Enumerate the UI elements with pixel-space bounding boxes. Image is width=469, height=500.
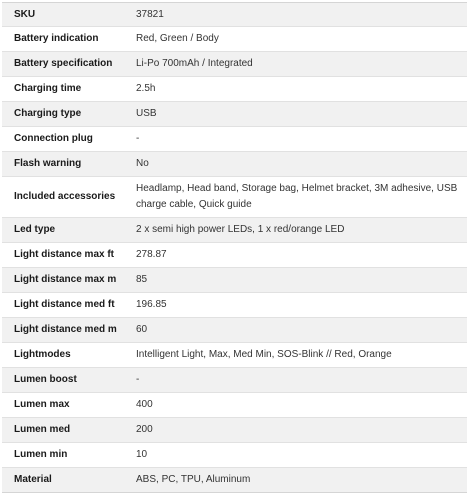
spec-value: 400: [136, 399, 153, 410]
spec-label: Charging time: [14, 83, 82, 94]
spec-value: USB: [136, 108, 157, 119]
spec-row-charging-time: [2, 77, 467, 102]
spec-row-material: [2, 468, 467, 493]
spec-value: Headlamp, Head band, Storage bag, Helmet bracket, 3M adhesive, USB charge cable, Quick guide: [136, 183, 458, 210]
spec-row-light-distance-max-m: [2, 268, 467, 293]
spec-row-light-distance-max-ft: [2, 243, 467, 268]
spec-row-sku: [2, 3, 467, 27]
spec-label: Light distance max m: [14, 274, 117, 285]
spec-row-included-accessories: [2, 177, 467, 218]
spec-value: ABS, PC, TPU, Aluminum: [136, 474, 251, 485]
spec-row-charging-type: [2, 102, 467, 127]
spec-row-flash-warning: [2, 152, 467, 177]
spec-label: Connection plug: [14, 133, 93, 144]
spec-label: Lumen med: [14, 424, 71, 435]
spec-label: Lightmodes: [14, 349, 71, 360]
spec-row-light-distance-med-m: [2, 318, 467, 343]
spec-value: -: [136, 133, 140, 144]
spec-value: 37821: [136, 8, 164, 20]
spec-value: Li-Po 700mAh / Integrated: [136, 58, 253, 69]
spec-label: Battery indication: [14, 33, 99, 44]
spec-row-battery-indication: [2, 27, 467, 52]
spec-row-lumen-med: [2, 418, 467, 443]
spec-label: Lumen max: [14, 399, 70, 410]
spec-label: Light distance med m: [14, 324, 117, 335]
spec-label: Charging type: [14, 108, 82, 119]
spec-value: 278.87: [136, 249, 167, 260]
spec-label: Lumen min: [14, 449, 68, 460]
spec-value: Red, Green / Body: [136, 33, 219, 44]
spec-row-led-type: [2, 218, 467, 243]
spec-value: 2 x semi high power LEDs, 1 x red/orange LED: [136, 224, 345, 235]
spec-row-lightmodes: [2, 343, 467, 368]
spec-row-connection-plug: [2, 127, 467, 152]
spec-row-lumen-max: [2, 393, 467, 418]
spec-label: Led type: [14, 224, 56, 235]
spec-label: Lumen boost: [14, 374, 77, 385]
spec-value: 2.5h: [136, 83, 156, 94]
spec-label: Light distance max ft: [14, 249, 115, 260]
spec-label: Included accessories: [14, 191, 116, 202]
spec-value: 10: [136, 449, 148, 460]
spec-value: No: [136, 158, 149, 169]
spec-row-lumen-boost: [2, 368, 467, 393]
spec-label: SKU: [14, 8, 36, 20]
spec-value: 200: [136, 424, 153, 435]
spec-label: Flash warning: [14, 158, 82, 169]
specifications-table: [2, 2, 467, 493]
spec-value: 196.85: [136, 299, 167, 310]
spec-label: Light distance med ft: [14, 299, 115, 310]
spec-label: Battery specification: [14, 58, 113, 69]
spec-label: Material: [14, 474, 52, 485]
spec-value: Intelligent Light, Max, Med Min, SOS-Blink // Red, Orange: [136, 349, 392, 360]
spec-row-lumen-min: [2, 443, 467, 468]
spec-value: 60: [136, 324, 148, 335]
spec-value: 85: [136, 274, 148, 285]
spec-row-light-distance-med-ft: [2, 293, 467, 318]
spec-row-battery-specification: [2, 52, 467, 77]
spec-value: -: [136, 374, 140, 385]
